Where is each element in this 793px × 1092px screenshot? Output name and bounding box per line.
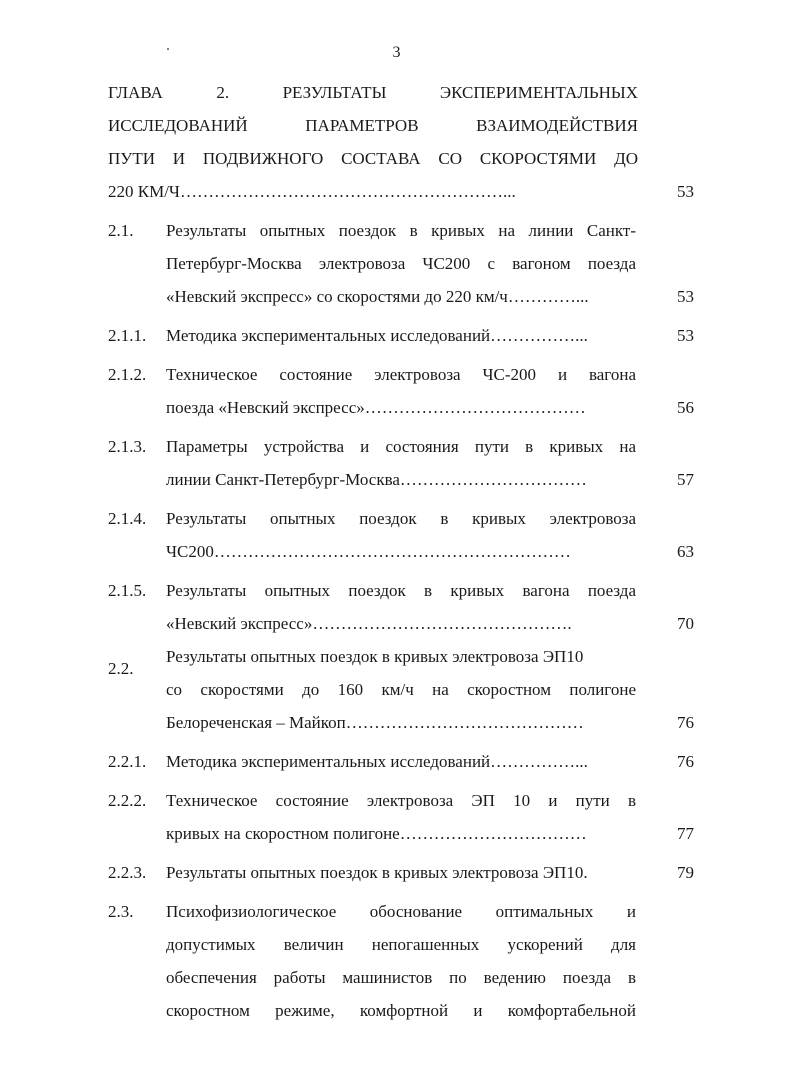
- toc-page-number: 76: [677, 713, 694, 732]
- section-title: [166, 502, 636, 568]
- section-line: ЧС200………………………………………………………: [166, 542, 571, 561]
- section-line: линии Санкт-Петербург-Москва……………………………: [166, 470, 587, 489]
- section-number: 2.3.: [108, 902, 134, 921]
- section-number: 2.1.: [108, 221, 134, 240]
- toc-entry-2-2[interactable]: [108, 640, 694, 739]
- section-number: 2.1.5.: [108, 581, 147, 600]
- toc-entry-2-2-3[interactable]: [108, 856, 694, 889]
- section-line: Белореченская – Майкоп……………………………………: [166, 713, 584, 732]
- section-title: [166, 856, 636, 889]
- toc-page-number: 63: [677, 542, 694, 561]
- section-number: 2.2.1.: [108, 752, 147, 771]
- section-number: 2.2.2.: [108, 791, 147, 810]
- section-line: Параметры устройства и состояния пути в кривых на: [166, 437, 636, 456]
- section-title: [166, 640, 636, 739]
- section-number: 2.2.3.: [108, 863, 147, 882]
- section-line: «Невский экспресс» со скоростями до 220 км/ч…………...: [166, 287, 589, 306]
- scan-speck: [167, 48, 169, 50]
- section-title: [166, 214, 636, 313]
- toc-entry-2-1-4[interactable]: [108, 502, 694, 568]
- section-title: [166, 430, 636, 496]
- section-number: 2.2.: [108, 659, 134, 678]
- section-line: обеспечения работы машинистов по ведению поезда в: [166, 968, 636, 987]
- section-title: [166, 745, 636, 778]
- chapter-line: ГЛАВА 2. РЕЗУЛЬТАТЫ ЭКСПЕРИМЕНТАЛЬНЫХ: [108, 83, 638, 102]
- chapter-line: ПУТИ И ПОДВИЖНОГО СОСТАВА СО СКОРОСТЯМИ ДО: [108, 149, 638, 168]
- section-title: [166, 784, 636, 850]
- toc-entry-2-1-1[interactable]: [108, 319, 694, 352]
- section-line: со скоростями до 160 км/ч на скоростном полигоне: [166, 680, 636, 699]
- chapter-title: [108, 76, 638, 208]
- toc-entry-2-3[interactable]: [108, 895, 694, 1027]
- section-title: [166, 895, 636, 1027]
- toc-page-number: 53: [677, 326, 694, 345]
- toc-entry-2-1[interactable]: [108, 214, 694, 313]
- section-title: [166, 358, 636, 424]
- toc-entry-2-2-1[interactable]: [108, 745, 694, 778]
- section-title: [166, 319, 636, 352]
- section-line: поезда «Невский экспресс»…………………………………: [166, 398, 586, 417]
- toc-page-number: 57: [677, 470, 694, 489]
- page-number: 3: [392, 44, 401, 61]
- section-line: «Невский экспресс»……………………………………….: [166, 614, 572, 633]
- section-line: скоростном режиме, комфортной и комфортабельной: [166, 1001, 636, 1020]
- toc-chapter-2[interactable]: [108, 76, 694, 208]
- section-line: Петербург-Москва электровоза ЧС200 с вагоном поезда: [166, 254, 636, 273]
- section-number: 2.1.1.: [108, 326, 147, 345]
- toc-page-number: 70: [677, 614, 694, 633]
- toc-page-number: 53: [677, 182, 694, 201]
- toc-entry-2-2-2[interactable]: [108, 784, 694, 850]
- toc-page-number: 77: [677, 824, 694, 843]
- toc-page-number: 76: [677, 752, 694, 771]
- toc-page-number: 79: [677, 863, 694, 882]
- section-line: Результаты опытных поездок в кривых электровоза: [166, 509, 636, 528]
- section-line: Техническое состояние электровоза ЭП 10 и пути в: [166, 791, 636, 810]
- chapter-line: 220 КМ/Ч…………………………………………………...: [108, 182, 516, 201]
- section-line: Методика экспериментальных исследований……………...: [166, 326, 588, 345]
- section-line: кривых на скоростном полигоне……………………………: [166, 824, 587, 843]
- toc-entry-2-1-5[interactable]: [108, 574, 694, 640]
- section-line: Техническое состояние электровоза ЧС-200 и вагона: [166, 365, 636, 384]
- section-line: допустимых величин непогашенных ускорений для: [166, 935, 636, 954]
- section-line: Психофизиологическое обоснование оптимальных и: [166, 902, 636, 921]
- toc-entry-2-1-3[interactable]: [108, 430, 694, 496]
- section-line: Результаты опытных поездок в кривых на линии Санкт-: [166, 221, 636, 240]
- toc-page-number: 53: [677, 287, 694, 306]
- section-title: [166, 574, 636, 640]
- section-line: Результаты опытных поездок в кривых электровоза ЭП10.: [166, 863, 588, 882]
- toc-entry-2-1-2[interactable]: [108, 358, 694, 424]
- section-number: 2.1.3.: [108, 437, 147, 456]
- section-number: 2.1.4.: [108, 509, 147, 528]
- section-line: Результаты опытных поездок в кривых вагона поезда: [166, 581, 636, 600]
- toc-page-number: 56: [677, 398, 694, 417]
- table-of-contents: [108, 76, 694, 1027]
- section-line: Методика экспериментальных исследований……………...: [166, 752, 588, 771]
- section-number: 2.1.2.: [108, 365, 147, 384]
- section-line: Результаты опытных поездок в кривых электровоза ЭП10: [166, 647, 584, 666]
- chapter-line: ИССЛЕДОВАНИЙ ПАРАМЕТРОВ ВЗАИМОДЕЙСТВИЯ: [108, 116, 638, 135]
